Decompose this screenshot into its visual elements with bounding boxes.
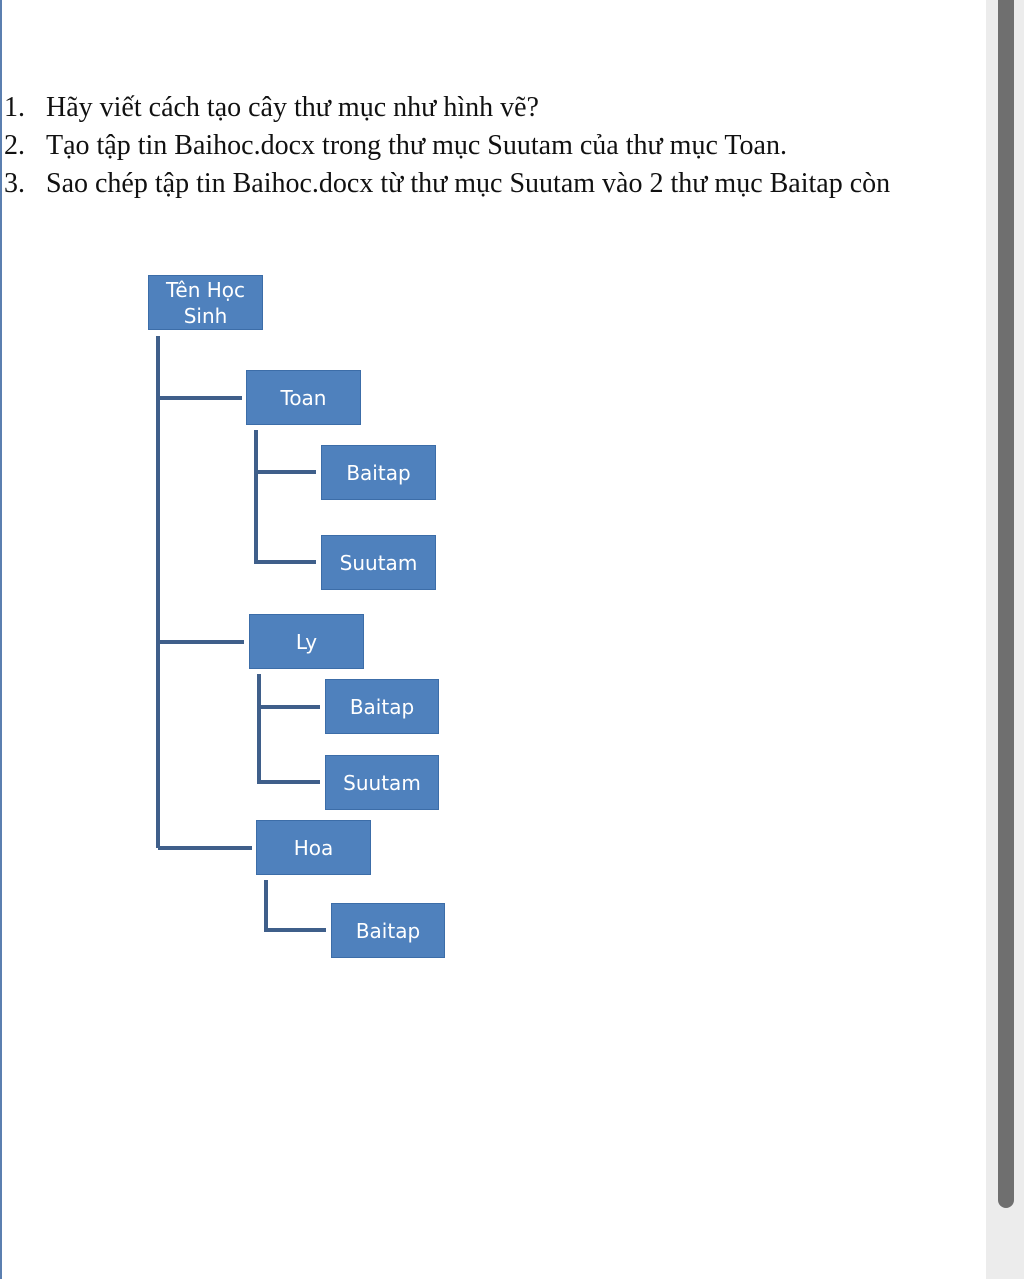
question-3-text: Sao chép tập tin Baihoc.docx từ thư mục Suutam vào 2 thư mục Baitap còn <box>46 168 891 199</box>
folder-node-toan-baitap: Baitap <box>321 445 436 500</box>
folder-node-toan: Toan <box>246 370 361 425</box>
question-2-number: 2. <box>4 130 25 161</box>
folder-node-ly: Ly <box>249 614 364 669</box>
folder-node-hoa: Hoa <box>256 820 371 875</box>
question-1-number: 1. <box>4 92 25 123</box>
folder-node-ly-baitap: Baitap <box>325 679 439 734</box>
toan-branch-line <box>256 430 316 562</box>
hoa-branch-line <box>266 880 326 930</box>
folder-node-hoa-baitap: Baitap <box>331 903 445 958</box>
folder-node-root: Tên Học Sinh <box>148 275 263 330</box>
question-2-text: Tạo tập tin Baihoc.docx trong thư mục Suutam của thư mục Toan. <box>46 130 787 161</box>
question-3-number: 3. <box>4 168 25 199</box>
question-1-text: Hãy viết cách tạo cây thư mục như hình vẽ? <box>46 92 539 123</box>
folder-node-toan-suutam: Suutam <box>321 535 436 590</box>
ly-branch-line <box>259 674 320 782</box>
folder-node-ly-suutam: Suutam <box>325 755 439 810</box>
vertical-scrollbar-thumb[interactable] <box>998 0 1014 1208</box>
